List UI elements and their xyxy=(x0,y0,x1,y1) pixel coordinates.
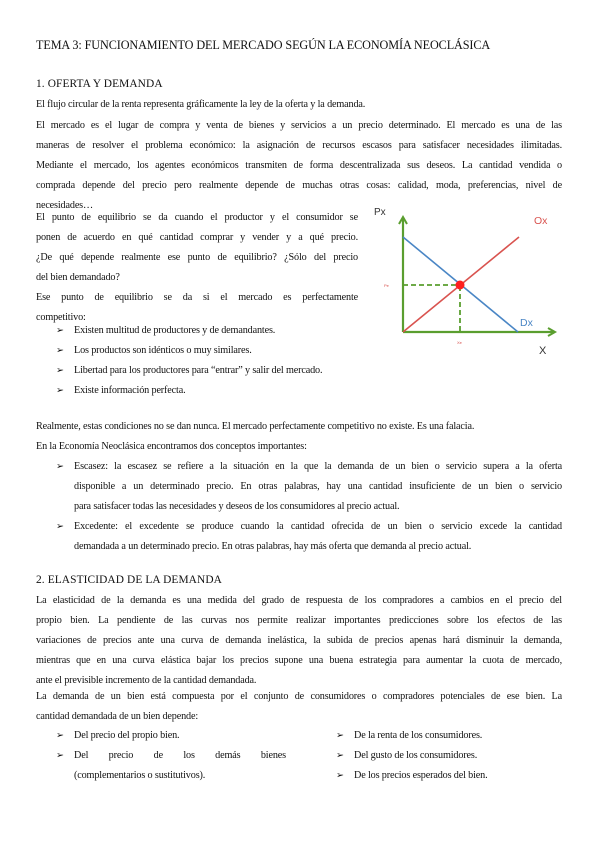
equilibrium-price-label: Pe xyxy=(384,283,389,288)
list-item: ➢ De la renta de los consumidores. xyxy=(336,726,566,746)
document-title: TEMA 3: FUNCIONAMIENTO DEL MERCADO SEGÚN LA ECONOMÍA NEOCLÁSICA xyxy=(36,38,491,52)
arrow-bullet-icon: ➢ xyxy=(336,731,344,741)
text-line: Realmente, estas condiciones no se dan nunca. El mercado perfectamente competitivo no existe. Es una falacia. xyxy=(36,421,475,432)
list-item-excedente: ➢ Excedente: el excedente se produce cuando la cantidad ofrecida de un bien o servicio excede la cantidad demandada a un determinado precio. En otras palabras, hay más oferta que demanda al precio actual. xyxy=(56,517,562,557)
arrow-bullet-icon: ➢ xyxy=(56,386,64,396)
list-item: ➢ Existen multitud de productores y de demandantes. xyxy=(56,321,376,341)
list-item: ➢ Libertad para los productores para “entrar” y salir del mercado. xyxy=(56,361,376,381)
list-item: ➢ Existe información perfecta. xyxy=(56,381,376,401)
text-line: En la Economía Neoclásica encontramos dos conceptos importantes: xyxy=(36,441,307,452)
text-line: El flujo circular de la renta representa gráficamente la ley de la oferta y la demanda. xyxy=(36,99,366,110)
text-line: necesidades… xyxy=(36,200,94,211)
list-item: ➢ Del gusto de los consumidores. xyxy=(336,746,566,766)
chart-svg xyxy=(362,204,562,362)
conditions-list xyxy=(56,321,376,401)
text-line: El mercado es el lugar de compra y venta de bienes y servicios a un precio determinado. El mercado es una de las xyxy=(36,120,562,131)
text-line: La elasticidad de la demanda es una medida del grado de respuesta de los compradores a cambios en el precio del xyxy=(36,595,562,606)
concepts-list xyxy=(56,457,562,557)
text-line: La demanda de un bien está compuesta por el conjunto de consumidores o compradores potenciales de ese bien. La xyxy=(36,691,562,702)
section-heading-oferta-demanda: 1. OFERTA Y DEMANDA xyxy=(36,78,163,90)
factors-list-left xyxy=(56,726,286,786)
list-item: ➢ Del precio del propio bien. xyxy=(56,726,286,746)
equilibrium-quantity-label: Xe xyxy=(457,340,462,345)
paragraph-falacia xyxy=(36,417,562,457)
text-line: maneras de resolver el problema económico: la asignación de recursos escasos para satisfacer necesidades ilimitadas. xyxy=(36,140,562,151)
arrow-bullet-icon: ➢ xyxy=(336,751,344,761)
arrow-bullet-icon: ➢ xyxy=(56,346,64,356)
text-line: Ese punto de equilibrio se da si el mercado es perfectamente xyxy=(36,292,358,303)
text-line: ¿De qué depende realmente ese punto de equilibrio? ¿Sólo del precio xyxy=(36,252,358,263)
text-line: cantidad demandada de un bien depende: xyxy=(36,711,199,722)
list-item: ➢ De los precios esperados del bien. xyxy=(336,766,566,786)
text-line: propio bien. La pendiente de las curvas nos permite realizar importantes predicciones sobre los efectos de las xyxy=(36,615,562,626)
arrow-bullet-icon: ➢ xyxy=(56,462,64,472)
arrow-bullet-icon: ➢ xyxy=(56,751,64,761)
text-line: competitivo: xyxy=(36,312,86,323)
factors-list-right xyxy=(336,726,566,786)
text-line: ponen de acuerdo en qué cantidad comprar y vender y a qué precio. xyxy=(36,232,358,243)
equilibrium-point xyxy=(456,281,465,290)
y-axis-label: Px xyxy=(374,207,386,218)
text-line: El punto de equilibrio se da cuando el productor y el consumidor se xyxy=(36,212,358,223)
arrow-bullet-icon: ➢ xyxy=(56,731,64,741)
list-item: ➢ Los productos son idénticos o muy similares. xyxy=(56,341,376,361)
text-line: ante el previsible incremento de la cantidad demandada. xyxy=(36,675,257,686)
paragraph-flujo-circular xyxy=(36,95,562,115)
text-line: variaciones de precios ante una curva de demanda inelástica, la subida de precios apenas hará disminuir la demanda, xyxy=(36,635,562,646)
text-line: del bien demandado? xyxy=(36,272,120,283)
supply-label: Ox xyxy=(534,215,548,227)
supply-demand-chart xyxy=(362,204,562,362)
paragraph-elasticidad xyxy=(36,591,562,691)
arrow-bullet-icon: ➢ xyxy=(56,522,64,532)
text-line: mientras que en una curva elástica bajar los precios supone una buena estrategia para aumentar la cuota de mercado, xyxy=(36,655,562,666)
x-axis-label: X xyxy=(539,345,547,357)
text-line: Mediante el mercado, los agentes económicos transmiten de forma descentralizada sus deseos. La cantidad vendida o xyxy=(36,160,562,171)
arrow-bullet-icon: ➢ xyxy=(56,366,64,376)
list-item: ➢ Del precio de los demás bienes (complementarios o sustitutivos). xyxy=(56,746,286,786)
paragraph-mercado xyxy=(36,116,562,216)
text-line: comprada depende del precio pero realmente depende de muchas otras cosas: calidad, moda, preferencias, nivel de xyxy=(36,180,562,191)
demand-label: Dx xyxy=(520,317,533,329)
paragraph-demanda-bien xyxy=(36,687,562,727)
arrow-bullet-icon: ➢ xyxy=(336,771,344,781)
section-heading-elasticidad: 2. ELASTICIDAD DE LA DEMANDA xyxy=(36,574,222,586)
paragraph-punto-equilibrio xyxy=(36,208,358,288)
arrow-bullet-icon: ➢ xyxy=(56,326,64,336)
list-item-escasez: ➢ Escasez: la escasez se refiere a la situación en la que la demanda de un bien o servicio supera a la oferta disponible a un determinado precio. En otras palabras, hay una cantidad insuficiente de un bien o servicio para satisfacer todas las necesidades y deseos de los consumidores al precio actual. xyxy=(56,457,562,517)
